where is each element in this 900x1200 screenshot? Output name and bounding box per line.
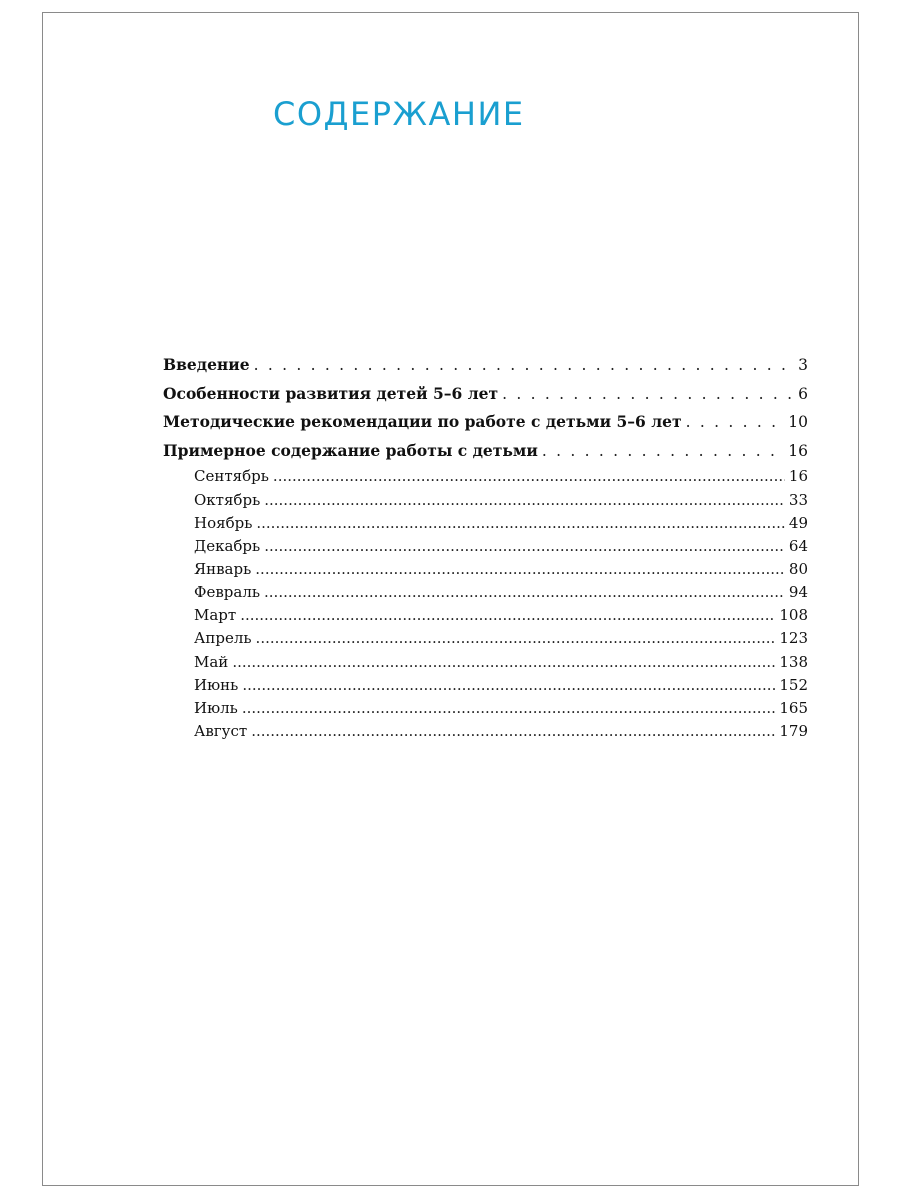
toc-subentry-label: Июнь	[194, 675, 239, 694]
toc-dot-leader	[232, 651, 775, 674]
toc-page-number: 16	[788, 467, 808, 486]
toc-subentry-label: Июль	[194, 698, 238, 717]
toc-subentry-label: Май	[194, 652, 229, 671]
toc-subentry-april	[163, 627, 808, 650]
document-page	[42, 12, 859, 1186]
table-of-contents	[163, 351, 808, 743]
toc-dot-leader	[254, 351, 794, 380]
toc-page-number: 138	[779, 652, 808, 671]
toc-entry-label: Методические рекомендации по работе с детьми 5–6 лет	[163, 412, 682, 432]
toc-month-list	[163, 465, 808, 743]
toc-subentry-june	[163, 674, 808, 697]
toc-subentry-label: Октябрь	[194, 490, 261, 509]
toc-subentry-september	[163, 465, 808, 488]
page-title: СОДЕРЖАНИЕ	[273, 95, 525, 133]
toc-dot-leader	[255, 558, 785, 581]
toc-subentry-august	[163, 720, 808, 743]
toc-dot-leader	[264, 581, 785, 604]
toc-subentry-label: Ноябрь	[194, 513, 253, 532]
toc-subentry-label: Сентябрь	[194, 467, 269, 486]
toc-page-number: 94	[788, 583, 808, 602]
toc-subentry-label: Январь	[194, 559, 252, 578]
toc-page-number: 80	[788, 559, 808, 578]
toc-entry-label: Введение	[163, 355, 250, 374]
toc-entry-label: Примерное содержание работы с детьми	[163, 440, 538, 460]
toc-subentry-december	[163, 535, 808, 558]
toc-dot-leader	[264, 535, 785, 558]
toc-page-number: 33	[788, 490, 808, 509]
toc-subentry-march	[163, 604, 808, 627]
toc-dot-leader	[256, 512, 785, 535]
toc-page-number: 108	[779, 606, 808, 625]
toc-dot-leader	[686, 408, 785, 437]
toc-page-number: 49	[788, 513, 808, 532]
toc-dot-leader	[264, 489, 785, 512]
toc-subentry-label: Апрель	[194, 629, 252, 648]
toc-subentry-label: Август	[194, 721, 248, 740]
toc-subentry-may	[163, 651, 808, 674]
toc-subentry-july	[163, 697, 808, 720]
toc-dot-leader	[242, 674, 775, 697]
toc-page-number: 179	[779, 721, 808, 740]
toc-dot-leader	[251, 720, 775, 743]
toc-page-number: 123	[779, 629, 808, 648]
toc-entry-introduction	[163, 351, 808, 380]
toc-dot-leader	[256, 627, 776, 650]
toc-dot-leader	[542, 437, 784, 466]
toc-entry-methodical-recommendations	[163, 408, 808, 437]
toc-entry-development-features	[163, 380, 808, 409]
toc-page-number: 165	[779, 698, 808, 717]
toc-subentry-november	[163, 512, 808, 535]
toc-entry-label: Особенности развития детей 5–6 лет	[163, 383, 499, 403]
toc-dot-leader	[240, 604, 775, 627]
toc-page-number: 152	[779, 675, 808, 694]
toc-subentry-label: Декабрь	[194, 536, 261, 555]
toc-dot-leader	[242, 697, 776, 720]
toc-subentry-october	[163, 489, 808, 512]
toc-entry-sample-content	[163, 437, 808, 466]
toc-subentry-january	[163, 558, 808, 581]
toc-page-number: 6	[798, 384, 808, 403]
toc-subentry-label: Март	[194, 606, 237, 625]
toc-page-number: 3	[798, 356, 808, 374]
toc-subentry-label: Февраль	[194, 583, 261, 602]
toc-page-number: 16	[788, 441, 808, 460]
toc-dot-leader	[502, 380, 794, 409]
toc-page-number: 10	[788, 413, 808, 432]
toc-subentry-february	[163, 581, 808, 604]
toc-dot-leader	[273, 465, 785, 488]
toc-page-number: 64	[788, 536, 808, 555]
